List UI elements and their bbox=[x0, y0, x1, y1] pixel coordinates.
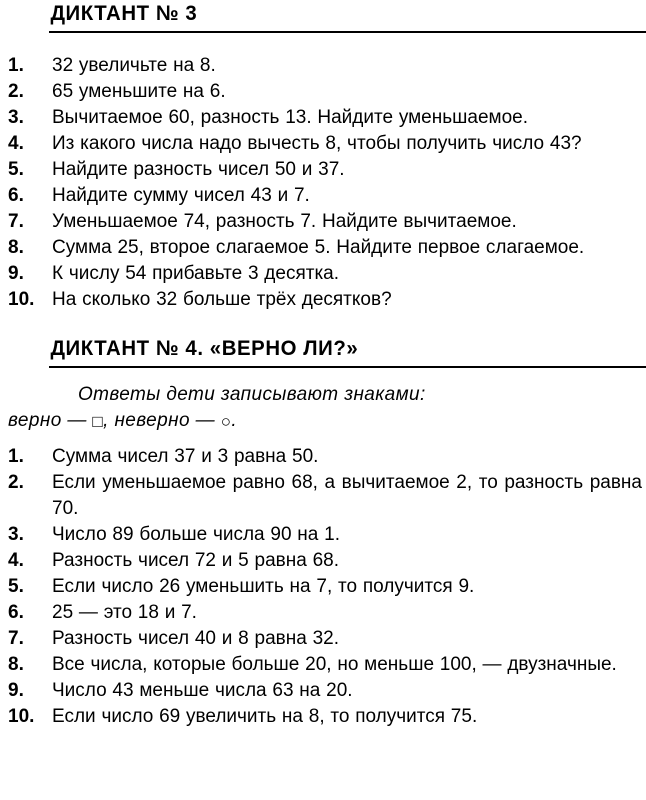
question-item bbox=[0, 444, 646, 470]
question-number: 5. bbox=[8, 159, 24, 180]
question-text: 25 — это 18 и 7. bbox=[52, 602, 197, 623]
question-text: 65 уменьшите на 6. bbox=[52, 81, 226, 102]
question-text: Сумма чисел 37 и 3 равна 50. bbox=[52, 446, 319, 467]
question-list-dictant-4 bbox=[0, 444, 646, 730]
question-item bbox=[0, 183, 646, 209]
question-number: 10. bbox=[8, 289, 35, 310]
question-number: 7. bbox=[8, 211, 24, 232]
question-list-dictant-3 bbox=[0, 53, 646, 313]
question-number: 4. bbox=[8, 550, 24, 571]
section-heading: ДИКТАНТ № 3 bbox=[50, 2, 198, 25]
question-item bbox=[0, 548, 646, 574]
square-icon: □ bbox=[92, 412, 104, 431]
question-item bbox=[0, 105, 646, 131]
question-text: Найдите сумму чисел 43 и 7. bbox=[52, 185, 310, 206]
question-item bbox=[0, 261, 646, 287]
question-number: 6. bbox=[8, 602, 24, 623]
section-dictant-3 bbox=[0, 0, 646, 313]
question-number: 3. bbox=[8, 107, 24, 128]
section-dictant-4 bbox=[0, 335, 646, 730]
spacer bbox=[0, 33, 646, 43]
question-item bbox=[0, 600, 646, 626]
question-text: Из какого числа надо вычесть 8, чтобы получить число 43? bbox=[52, 133, 582, 154]
question-item bbox=[0, 574, 646, 600]
question-text: Разность чисел 40 и 8 равна 32. bbox=[52, 628, 339, 649]
question-number: 9. bbox=[8, 680, 24, 701]
question-text: Если уменьшаемое равно 68, а вычитаемое 2, то разность равна 70. bbox=[52, 472, 642, 519]
question-number: 7. bbox=[8, 628, 24, 649]
question-number: 8. bbox=[8, 654, 24, 675]
false-label: , неверно — bbox=[103, 410, 221, 431]
question-item bbox=[0, 131, 646, 157]
question-text: Найдите разность чисел 50 и 37. bbox=[52, 159, 345, 180]
question-item bbox=[0, 53, 646, 79]
heading-rule bbox=[49, 366, 646, 368]
question-item bbox=[0, 209, 646, 235]
answer-key-instructions bbox=[0, 382, 646, 434]
instructions-line-1: Ответы дети записывают знаками: bbox=[78, 384, 426, 405]
question-number: 9. bbox=[8, 263, 24, 284]
instructions-period: . bbox=[231, 410, 238, 431]
question-text: Разность чисел 72 и 5 равна 68. bbox=[52, 550, 339, 571]
question-number: 5. bbox=[8, 576, 24, 597]
question-item bbox=[0, 652, 646, 678]
question-item bbox=[0, 626, 646, 652]
question-text: Если число 26 уменьшить на 7, то получится 9. bbox=[52, 576, 475, 597]
question-text: Число 43 меньше числа 63 на 20. bbox=[52, 680, 353, 701]
question-text: Вычитаемое 60, разность 13. Найдите уменьшаемое. bbox=[52, 107, 528, 128]
question-number: 4. bbox=[8, 133, 24, 154]
question-text: Если число 69 увеличить на 8, то получится 75. bbox=[52, 706, 478, 727]
question-item bbox=[0, 235, 646, 261]
question-number: 3. bbox=[8, 524, 24, 545]
question-item bbox=[0, 678, 646, 704]
question-item bbox=[0, 522, 646, 548]
question-number: 2. bbox=[8, 81, 24, 102]
question-text: Число 89 больше числа 90 на 1. bbox=[52, 524, 340, 545]
question-item bbox=[0, 79, 646, 105]
question-number: 6. bbox=[8, 185, 24, 206]
question-number: 2. bbox=[8, 472, 24, 493]
question-number: 1. bbox=[8, 446, 24, 467]
section-heading: ДИКТАНТ № 4. «ВЕРНО ЛИ?» bbox=[50, 337, 359, 360]
question-text: К числу 54 прибавьте 3 десятка. bbox=[52, 263, 340, 284]
question-item bbox=[0, 157, 646, 183]
true-label: верно — bbox=[8, 410, 93, 431]
question-number: 10. bbox=[8, 706, 35, 727]
question-item bbox=[0, 470, 646, 522]
instructions-line-2 bbox=[8, 408, 640, 434]
question-number: 1. bbox=[8, 55, 24, 76]
question-number: 8. bbox=[8, 237, 24, 258]
section-spacer bbox=[0, 313, 646, 335]
question-item bbox=[0, 704, 646, 730]
question-text: Все числа, которые больше 20, но меньше 100, — двузначные. bbox=[52, 654, 617, 675]
circle-icon: ○ bbox=[220, 412, 232, 431]
question-text: На сколько 32 больше трёх десятков? bbox=[52, 289, 392, 310]
question-text: 32 увеличьте на 8. bbox=[52, 55, 216, 76]
question-text: Уменьшаемое 74, разность 7. Найдите вычитаемое. bbox=[52, 211, 517, 232]
question-text: Сумма 25, второе слагаемое 5. Найдите первое слагаемое. bbox=[52, 237, 585, 258]
question-item bbox=[0, 287, 646, 313]
